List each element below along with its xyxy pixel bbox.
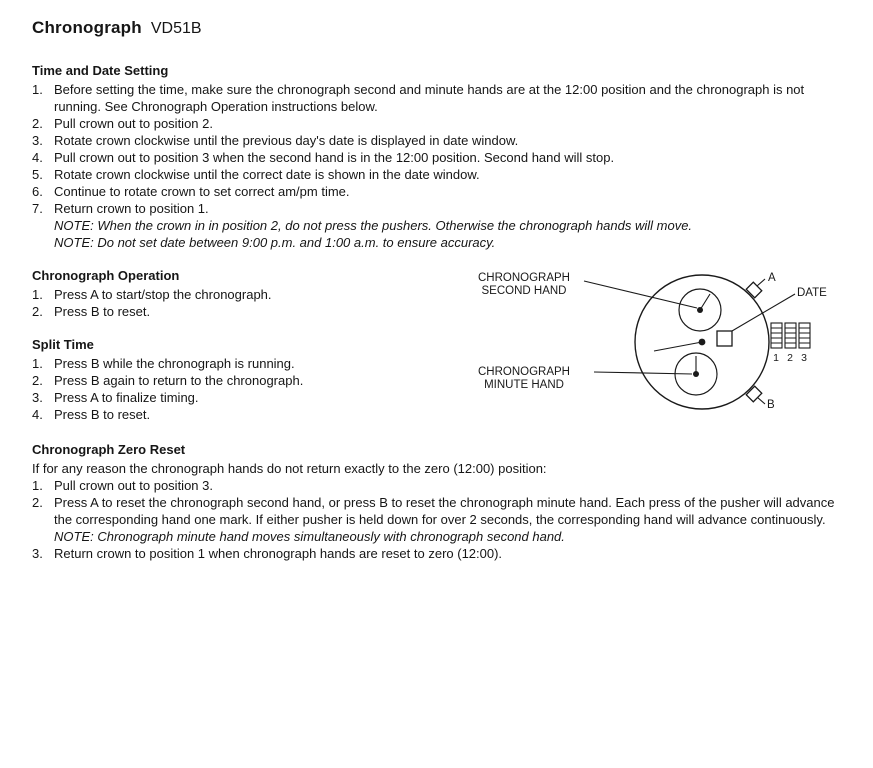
section-zero-reset	[32, 441, 845, 562]
instruction-list-zero-reset	[32, 477, 845, 562]
section-heading-zero-reset: Chronograph Zero Reset	[32, 442, 186, 457]
leader-lines-group	[584, 279, 795, 404]
zero-reset-intro: If for any reason the chronograph hands do not return exactly to the zero (12:00) position:	[32, 461, 547, 476]
center-hand	[654, 342, 702, 351]
list-item-number: 1.	[32, 287, 43, 302]
middle-row	[32, 267, 845, 439]
pusher-a-label: A	[768, 272, 776, 284]
list-item-number: 4.	[32, 150, 43, 165]
watch-diagram	[362, 267, 850, 425]
note-text: NOTE: Chronograph minute hand moves simultaneously with chronograph second hand.	[54, 529, 565, 544]
list-item-text: Press B to reset.	[54, 304, 151, 319]
list-item	[32, 286, 362, 303]
second-hand-label-line1: CHRONOGRAPH	[477, 272, 571, 284]
list-item-text: Rotate crown clockwise until the correct date is shown in the date window.	[54, 167, 480, 182]
instruction-list-time-date	[32, 81, 845, 251]
date-label: DATE	[797, 287, 827, 299]
list-item-text: Press A to start/stop the chronograph.	[54, 287, 272, 302]
list-item-number: 4.	[32, 407, 43, 422]
list-item-text: Press B while the chronograph is running.	[54, 356, 295, 371]
pusher-b-tick	[757, 397, 765, 404]
section-heading-time-date: Time and Date Setting	[32, 63, 169, 78]
section-heading-split-time: Split Time	[32, 337, 94, 352]
section-chronograph-operation	[32, 267, 362, 320]
crown-group	[771, 323, 810, 348]
list-item-text: Continue to rotate crown to set correct am/pm time.	[54, 184, 350, 199]
upper-subdial-center-dot	[697, 307, 703, 313]
list-item-text: Pull crown out to position 3.	[54, 478, 213, 493]
list-item	[32, 81, 845, 115]
model-number: VD51B	[150, 20, 202, 37]
list-item-text: Pull crown out to position 3 when the second hand is in the 12:00 position. Second hand will stop.	[54, 150, 615, 165]
section-split-time	[32, 336, 362, 423]
list-item-number: 2.	[32, 495, 43, 510]
middle-left-column	[32, 267, 362, 439]
date-window	[717, 331, 732, 346]
list-item-number: 2.	[32, 304, 43, 319]
crown-position-1-label: 1	[773, 352, 779, 364]
list-item	[32, 355, 362, 372]
minute-hand-label-line1: CHRONOGRAPH	[477, 366, 571, 378]
lower-subdial-center-dot	[693, 371, 699, 377]
list-item-text: Return crown to position 1 when chronograph hands are reset to zero (12:00).	[54, 546, 503, 561]
watch-center-dot	[699, 339, 706, 346]
list-item	[32, 545, 845, 562]
list-item-number: 1.	[32, 356, 43, 371]
second-hand-leader-line	[584, 281, 697, 308]
note-text: NOTE: Do not set date between 9:00 p.m. and 1:00 a.m. to ensure accuracy.	[54, 235, 496, 250]
list-item-number: 3.	[32, 390, 43, 405]
list-item	[32, 477, 845, 494]
list-item-text: Pull crown out to position 2.	[54, 116, 213, 131]
list-item-text: Press B again to return to the chronograph.	[54, 373, 304, 388]
list-item-text: Rotate crown clockwise until the previous day's date is displayed in date window.	[54, 133, 519, 148]
list-item-text: Press A to finalize timing.	[54, 390, 199, 405]
list-item	[32, 132, 845, 149]
list-item-number: 7.	[32, 201, 43, 216]
list-item-number: 3.	[32, 133, 43, 148]
instruction-list-split-time	[32, 355, 362, 423]
list-item	[32, 389, 362, 406]
list-item	[32, 149, 845, 166]
list-item	[32, 406, 362, 423]
list-item-text: Return crown to position 1.	[54, 201, 209, 216]
list-item-number: 1.	[32, 82, 43, 97]
center-dots-group	[693, 307, 705, 377]
list-item	[32, 372, 362, 389]
list-item	[32, 303, 362, 320]
list-item-number: 1.	[32, 478, 43, 493]
section-heading-operation: Chronograph Operation	[32, 268, 180, 283]
pusher-b-label: B	[767, 399, 775, 411]
chronograph-diagram-svg	[440, 265, 850, 425]
list-item-text: Press B to reset.	[54, 407, 151, 422]
list-item-number: 3.	[32, 546, 43, 561]
list-item	[32, 183, 845, 200]
note-text: NOTE: When the crown in in position 2, do not press the pushers. Otherwise the chronograph hands will move.	[54, 218, 693, 233]
page-title	[32, 18, 845, 38]
crown-position-2-label: 2	[787, 352, 793, 364]
list-item-number: 5.	[32, 167, 43, 182]
product-name: Chronograph	[32, 18, 142, 37]
list-item-number: 2.	[32, 373, 43, 388]
minute-hand-label-line2: MINUTE HAND	[484, 379, 564, 391]
list-item-text: Press A to reset the chronograph second hand, or press B to reset the chronograph minute hand. Each press of the pusher will advance the corresponding hand one mark. If either pusher is held down for over 2 seconds, the corresponding hand will advance continuously.	[54, 495, 835, 527]
crown-position-1-shape	[771, 323, 782, 348]
second-hand-label-line2: SECOND HAND	[481, 285, 567, 297]
list-item	[32, 166, 845, 183]
section-time-date-setting	[32, 62, 845, 251]
instruction-list-operation	[32, 286, 362, 320]
crown-position-3-shape	[799, 323, 810, 348]
list-item-number: 6.	[32, 184, 43, 199]
list-item	[32, 200, 845, 217]
crown-position-3-label: 3	[801, 352, 807, 364]
list-item	[32, 494, 845, 528]
pusher-a-tick	[757, 279, 765, 286]
crown-position-2-shape	[785, 323, 796, 348]
list-item	[32, 115, 845, 132]
list-item-text: Before setting the time, make sure the chronograph second and minute hands are at the 12:00 position and the chronograph is not running. See Chronograph Operation instructions below.	[54, 82, 805, 114]
list-item-number: 2.	[32, 116, 43, 131]
